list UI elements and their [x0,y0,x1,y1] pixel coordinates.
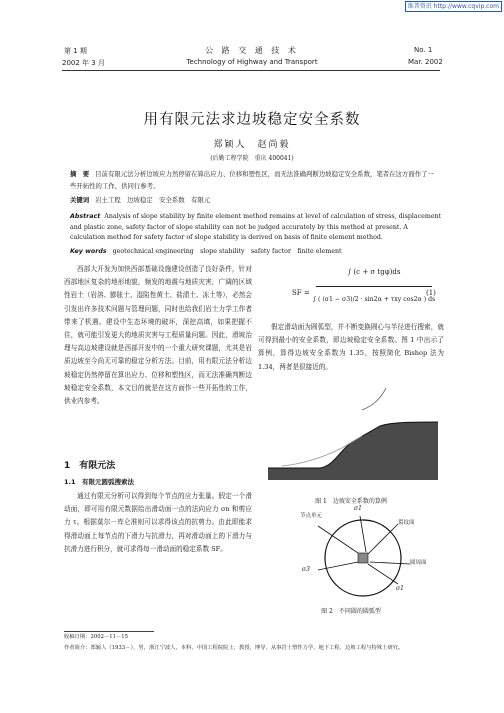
leader-line-sigma1b [368,564,398,584]
abstract-en-label: Abstract [70,213,101,220]
keywords-en-label: Key words [70,248,107,255]
keywords-cn-text: 岩土工程 边坡稳定 安全系数 有限元 [95,196,211,204]
fig2-label-sigma1b: σ1 [396,585,404,592]
footnote-bio: 作者简介：郑颖人（1933－），男，浙江宁波人，本科，中国工程院院士，教授，博导，从事岩土塑性力学、地下工程、边坡工程与特殊土研究。 [64,645,404,651]
keywords-cn [70,194,440,206]
abstract-cn [70,168,440,192]
author-affiliation: (后勤工程学院 重庆 400041) [210,155,294,162]
keywords-en [70,247,442,258]
equation-fraction-bar [316,286,432,287]
journal-number: No. 1 [414,46,433,54]
section-1-1-text: 通过有限元分析可以得到每个节点的应力张量。假定一个滑动面，即可用有限元数据给出滑动面一点的法向应力 σn 和剪应力 τ。根据莫尔－库仑准则可以求得该点的抗剪力。由此即能求得滑动面上每节点的下滑力与抗滑力，再对滑动面上的下滑力与抗滑力进行积分，就可求得每一滑动面的稳定系数 SF。 [64,492,252,553]
equation-number: (1) [426,289,436,297]
keywords-cn-label: 关键词 [70,196,90,204]
fig2-label-sigma1: σ1 [354,505,362,512]
leader-line-sigma1 [360,516,366,552]
fig2-label-circle: 圆周面 [410,560,427,566]
keywords-en-text: geotechnical engineering slope stability safety factor finite element [112,248,342,255]
leader-line-sigma3 [318,562,358,570]
abstract-en [70,212,442,244]
element-square [358,553,368,563]
figure-1-graphic [262,380,442,488]
journal-title-cn: 公 路 交 通 技 术 [205,46,299,55]
journal-title-en: Technology of Highway and Transport [186,58,318,66]
journal-month: Mar. 2002 [408,58,443,66]
header-rule [62,70,440,71]
paper-authors: 郑颖人 赵尚毅 [213,140,291,150]
equation-denominator: ∫ ( (σ1 − σ3)/2 · sin2α + τxy cos2α ) ds [312,296,436,303]
fig2-label-node: 节点单元 [300,513,323,519]
equation-numerator: ∫ (c + σ tgφ)ds [347,268,401,276]
abstract-en-text: Analysis of slope stability by finite element method remains at level of calculation of stress, displacement and plastic zone, safety factor of slope stability can not be judged accurately by this method at present. A calculation method for safety factor of slope stability is derived on basis of finite element method. [70,213,442,241]
leader-line-crack [368,524,398,554]
figure-1-caption: 图 1 边坡安全系数的算例 [315,498,387,505]
section-1-1-heading: 1.1 有限元圆弧搜索法 [64,478,135,486]
figure-2-caption: 图 2 不同圆的圆弧型 [321,608,381,615]
right-paragraph: 假定滑动面为圆弧型，并不断变换圆心与半径进行搜索，就可得到最小的安全系数，即边坡稳定安全系数。图 1 中出示了算例，算得边坡安全系数为 1.35，按照简化 Bishop 法为 1.34，两者是很接近的。 [258,323,444,371]
paper-title: 用有限元法求边坡稳定安全系数 [143,112,361,128]
fig2-label-sigma3: σ3 [302,566,310,573]
abstract-cn-label: 摘 要 [70,170,90,178]
fig2-label-crack: 裂纹面 [398,520,415,526]
abstract-cn-text: 目前有限元法分析边坡应力然停留在算出应力、位移和塑性区，而无法准确判断边坡稳定安全系数，笔者在这方面作了一些开拓性的工作，供同行参考。 [70,170,434,190]
leader-line-circle [370,562,410,564]
issue-date: 2002 年 3 月 [62,59,105,67]
footnote-received: 收稿日期：2002－11－15 [64,634,129,640]
equation-lhs: SF = [292,289,310,297]
figure-2-graphic [298,506,448,602]
section-1-heading: 1 有限元法 [64,461,116,471]
intro-paragraph: 西部大开发为加快西部基础设施建设创造了良好条件，针对西部地区复杂的地形地貌，频发的地震与地质灾害，广阔的区域性岩土（岩溶、膨胀土、湿陷性黄土、盐渍土、冻土等），必然会引发出许多技术问题与管理问题，同时也给我们岩土力学工作者带来了机遇。建设中生态环境的破坏，深挖高填，如果把握不住，就可能引发更大的地质灾害与工程质量问题。因此，滑坡治理与高边坡建设就是西部开发中的一个重大研究课题，尤其是岩质边坡至今尚无可靠的稳定分析方法。目前，用有限元法分析边坡稳定仍然停留在算出应力、位移和塑性区，而无法准确判断边坡稳定安全系数，本文目的就是在这方面作一些开拓性的工作，供业内参考。 [64,265,252,406]
watermark-stamp: 维普资讯 http://www.cqvip.com [405,1,502,12]
issue-number: 第 1 期 [64,47,87,55]
